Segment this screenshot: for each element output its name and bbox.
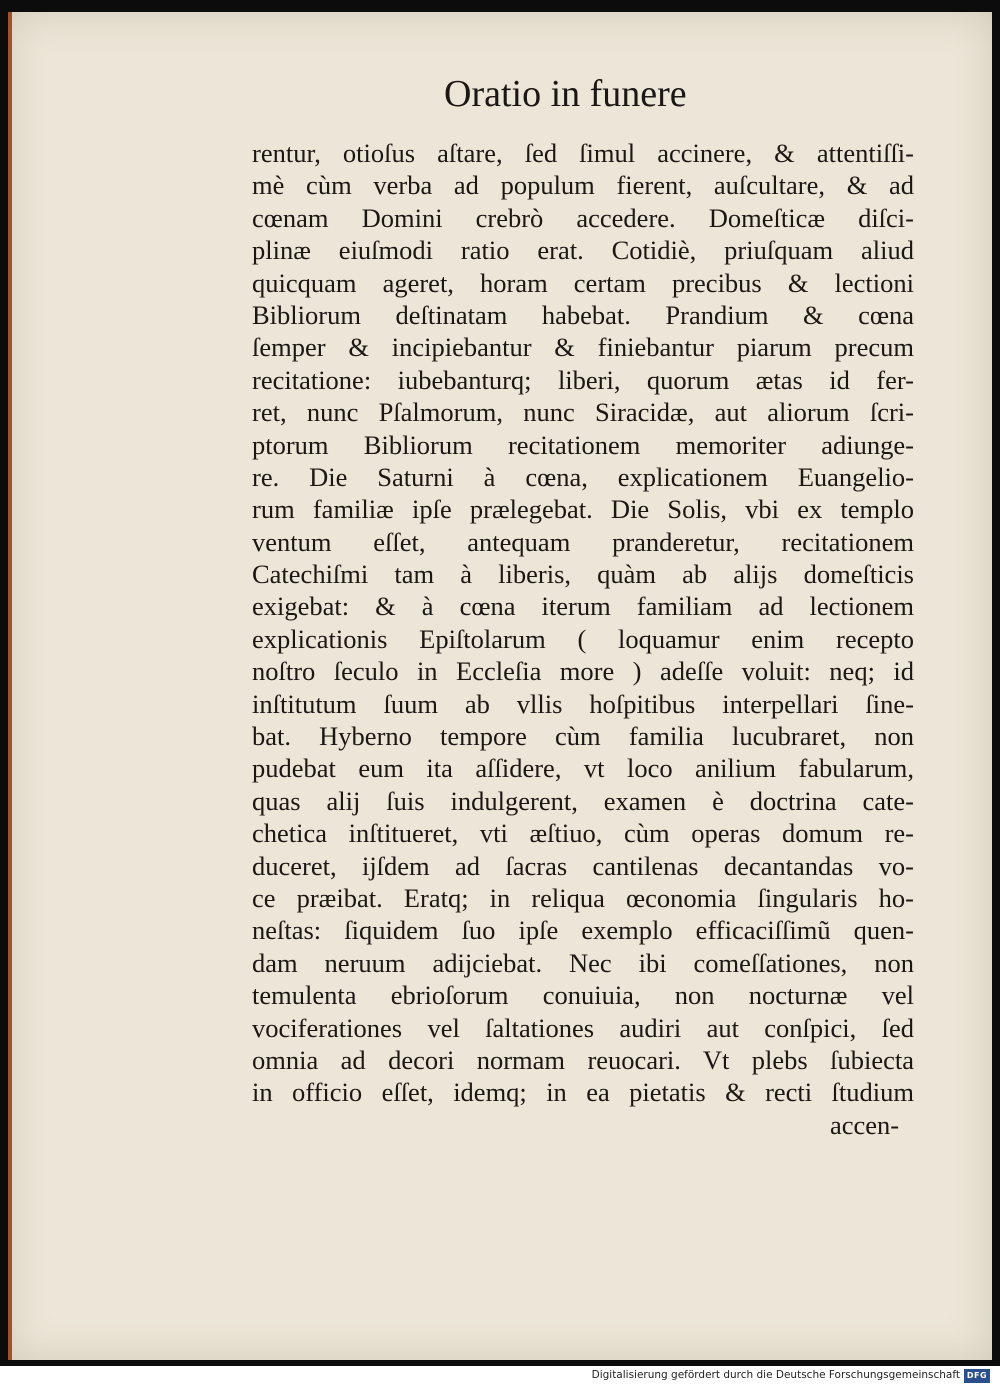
text-line: exigebat: & à cœna iterum familiam ad lectionem xyxy=(252,591,914,622)
text-line: explicationis Epiſtolarum ( loquamur enim recepto xyxy=(252,623,914,654)
text-line: in officio eſſet, idemq; in ea pietatis & recti ſtudium xyxy=(252,1077,914,1108)
catchword: accen- xyxy=(830,1110,900,1140)
text-line: pudebat eum ita aſſidere, vt loco anilium fabularum, xyxy=(252,753,914,784)
text-line: inſtitutum ſuum ab vllis hoſpitibus interpellari ſine- xyxy=(252,688,914,719)
page-edge xyxy=(8,12,12,1360)
text-line: Catechiſmi tam à liberis, quàm ab alijs domeſticis xyxy=(252,559,914,590)
text-line: cœnam Domini crebrò accedere. Domeſticæ diſci- xyxy=(252,202,914,233)
footer-bar xyxy=(0,1366,1000,1389)
text-line: neſtas: ſiquidem ſuo ipſe exemplo efficaciſſimũ quen- xyxy=(252,915,914,946)
text-line: ce præibat. Eratq; in reliqua œconomia ſingularis ho- xyxy=(252,882,914,913)
text-line: ret, nunc Pſalmorum, nunc Siracidæ, aut aliorum ſcri- xyxy=(252,397,914,428)
text-line: chetica inſtitueret, vti æſtiuo, cùm operas domum re- xyxy=(252,818,914,849)
text-line: rentur, otioſus aſtare, ſed ſimul accinere, & attentiſſi- xyxy=(252,138,914,168)
text-line: quicquam ageret, horam certam precibus & lectioni xyxy=(252,267,914,298)
text-line: bat. Hyberno tempore cùm familia lucubraret, non xyxy=(252,721,914,752)
text-line: plinæ eiuſmodi ratio erat. Cotidiè, priuſquam aliud xyxy=(252,235,914,266)
text-line: duceret, ijſdem ad ſacras cantilenas decantandas vo- xyxy=(252,850,914,881)
text-line: omnia ad decori normam reuocari. Vt plebs ſubiecta xyxy=(252,1044,914,1075)
body-text xyxy=(252,137,914,1109)
dfg-logo-icon: DFG xyxy=(964,1369,990,1383)
text-line: ptorum Bibliorum recitationem memoriter adiunge- xyxy=(252,429,914,460)
text-line: re. Die Saturni à cœna, explicationem Euangelio- xyxy=(252,461,914,492)
text-line: ſemper & incipiebantur & finiebantur piarum precum xyxy=(252,332,914,363)
text-line: mè cùm verba ad populum fierent, auſcultare, & ad xyxy=(252,170,914,201)
text-line: temulenta ebrioſorum conuiuia, non nocturnæ vel xyxy=(252,980,914,1011)
text-line: recitatione: iubebanturq; liberi, quorum ætas id fer- xyxy=(252,364,914,395)
text-line: vociferationes vel ſaltationes audiri aut conſpici, ſed xyxy=(252,1012,914,1043)
text-line: noſtro ſeculo in Eccleſia more ) adeſſe voluit: neq; id xyxy=(252,656,914,687)
footer-credit: Digitalisierung gefördert durch die Deutsche Forschungsgemeinschaft xyxy=(591,1369,960,1381)
text-line: rum familiæ ipſe prælegebat. Die Solis, vbi ex templo xyxy=(252,494,914,525)
text-line: dam neruum adijciebat. Nec ibi comeſſationes, non xyxy=(252,947,914,978)
running-head: Oratio in funere xyxy=(444,73,687,115)
text-line: quas alij ſuis indulgerent, examen è doctrina cate- xyxy=(252,785,914,816)
text-line: ventum eſſet, antequam pranderetur, recitationem xyxy=(252,526,914,557)
text-line: Bibliorum deſtinatam habebat. Prandium & cœna xyxy=(252,299,914,330)
